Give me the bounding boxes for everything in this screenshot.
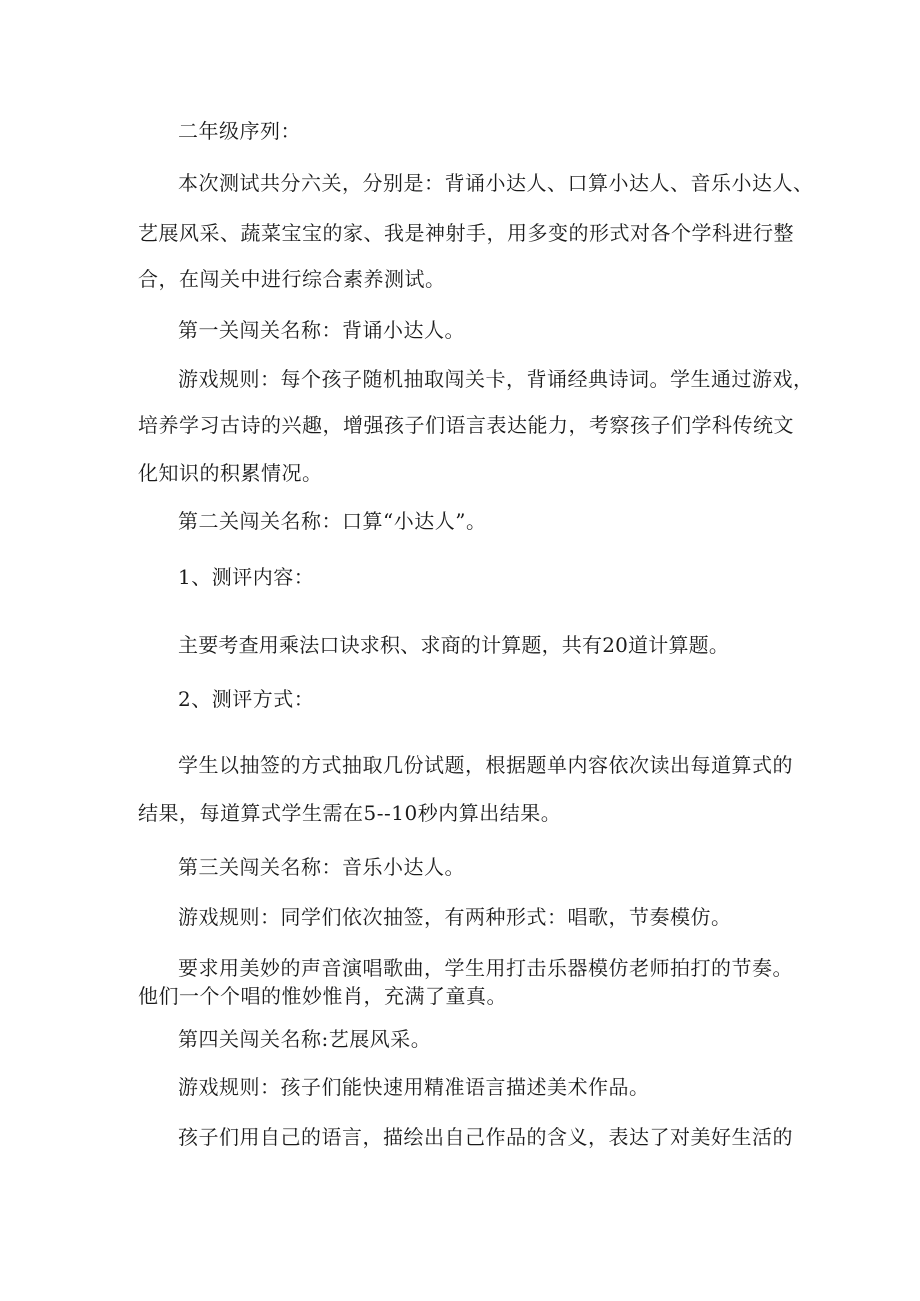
- paragraph-line: 学生以抽签的方式抽取几份试题，根据题单内容依次读出每道算式的: [178, 753, 793, 777]
- paragraph-line: 游戏规则：同学们依次抽签，有两种形式：唱歌，节奏模仿。: [178, 905, 732, 929]
- level-title: 第四关闯关名称:艺展风采。: [178, 1027, 432, 1051]
- paragraph-line: 艺展风采、蔬菜宝宝的家、我是神射手，用多变的形式对各个学科进行整: [138, 221, 794, 245]
- subheading: 1、测评内容：: [178, 565, 315, 589]
- paragraph-line: 他们一个个唱的惟妙惟肖，充满了童真。: [138, 984, 507, 1008]
- paragraph-line: 要求用美妙的声音演唱歌曲，学生用打击乐器模仿老师拍打的节奏。: [178, 956, 793, 980]
- paragraph-line: 游戏规则：每个孩子随机抽取闯关卡，背诵经典诗词。学生通过游戏，: [178, 367, 814, 391]
- section-heading: 二年级序列：: [178, 119, 301, 143]
- paragraph-line: 游戏规则：孩子们能快速用精准语言描述美术作品。: [178, 1075, 650, 1099]
- paragraph-line: 化知识的积累情况。: [138, 461, 323, 485]
- paragraph-line: 结果，每道算式学生需在5--10秒内算出结果。: [138, 801, 562, 825]
- level-title: 第二关闯关名称：口算“小达人”。: [178, 509, 487, 533]
- paragraph-line: 培养学习古诗的兴趣，增强孩子们语言表达能力，考察孩子们学科传统文: [138, 413, 794, 437]
- paragraph-line: 孩子们用自己的语言，描绘出自己作品的含义，表达了对美好生活的: [178, 1125, 793, 1149]
- paragraph-line: 合，在闯关中进行综合素养测试。: [138, 267, 446, 291]
- level-title: 第一关闯关名称：背诵小达人。: [178, 318, 465, 342]
- paragraph-line: 本次测试共分六关，分别是：背诵小达人、口算小达人、音乐小达人、: [178, 171, 814, 195]
- level-title: 第三关闯关名称：音乐小达人。: [178, 855, 465, 879]
- subheading: 2、测评方式：: [178, 687, 315, 711]
- paragraph-line: 主要考查用乘法口诀求积、求商的计算题，共有20道计算题。: [178, 633, 730, 657]
